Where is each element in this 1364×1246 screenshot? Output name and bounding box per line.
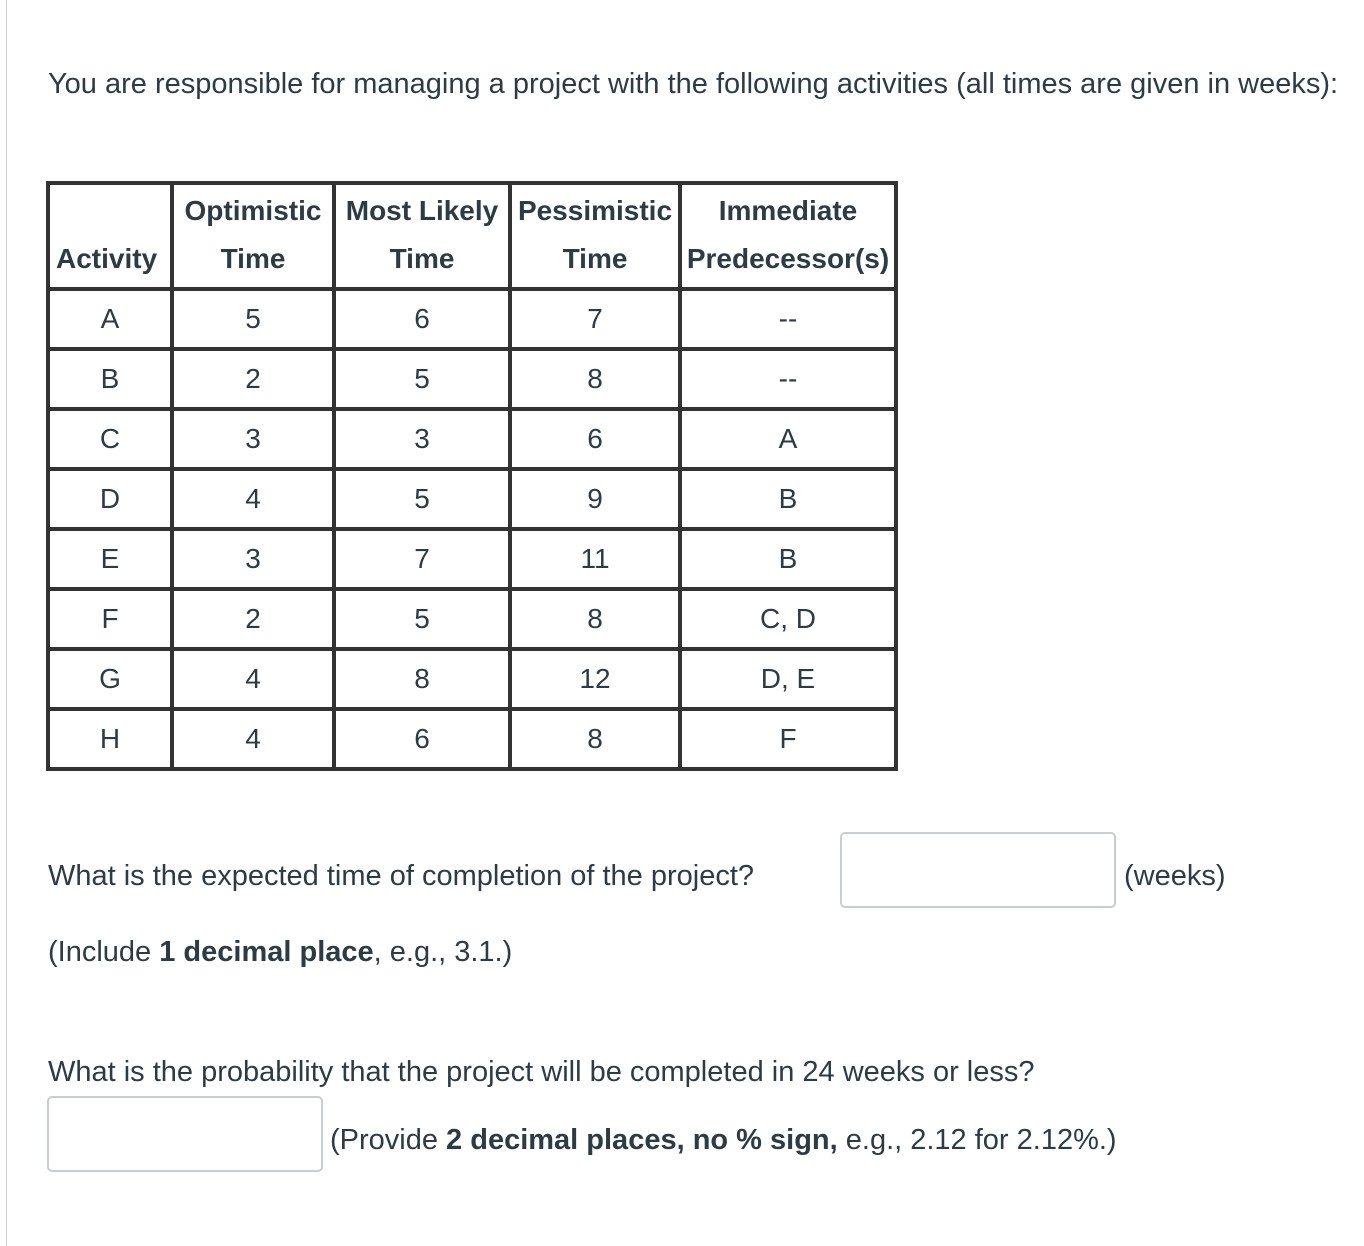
cell-pessimistic: 6 — [510, 409, 680, 469]
header-most-likely-time: Most Likely Time — [334, 183, 510, 289]
cell-pessimistic: 9 — [510, 469, 680, 529]
table-row — [48, 469, 896, 529]
cell-pessimistic: 12 — [510, 649, 680, 709]
question-1-text: What is the expected time of completion of the project? — [48, 860, 755, 892]
cell-pessimistic: 8 — [510, 709, 680, 769]
cell-most-likely: 6 — [334, 709, 510, 769]
cell-activity: C — [48, 409, 172, 469]
table-row — [48, 709, 896, 769]
cell-pessimistic: 7 — [510, 289, 680, 349]
cell-most-likely: 6 — [334, 289, 510, 349]
cell-predecessors: F — [680, 709, 896, 769]
question-2-hint: (Provide 2 decimal places, no % sign, e.g., 2.12 for 2.12%.) — [330, 1124, 1117, 1156]
problem-intro: You are responsible for managing a project with the following activities (all times are given in weeks): — [48, 68, 1339, 100]
probability-answer-input[interactable] — [47, 1096, 323, 1172]
cell-activity: A — [48, 289, 172, 349]
cell-predecessors: -- — [680, 349, 896, 409]
cell-predecessors: -- — [680, 289, 896, 349]
cell-activity: B — [48, 349, 172, 409]
cell-activity: D — [48, 469, 172, 529]
cell-activity: H — [48, 709, 172, 769]
cell-most-likely: 5 — [334, 589, 510, 649]
header-activity: Activity — [48, 183, 172, 289]
table-row — [48, 529, 896, 589]
cell-predecessors: B — [680, 469, 896, 529]
table-row — [48, 349, 896, 409]
table-row — [48, 409, 896, 469]
question-2-text: What is the probability that the project will be completed in 24 weeks or less? — [48, 1056, 1035, 1088]
table-row — [48, 289, 896, 349]
cell-pessimistic: 11 — [510, 529, 680, 589]
cell-optimistic: 2 — [172, 349, 334, 409]
cell-optimistic: 4 — [172, 649, 334, 709]
cell-most-likely: 5 — [334, 469, 510, 529]
cell-optimistic: 2 — [172, 589, 334, 649]
cell-optimistic: 4 — [172, 469, 334, 529]
cell-activity: E — [48, 529, 172, 589]
cell-pessimistic: 8 — [510, 349, 680, 409]
cell-predecessors: D, E — [680, 649, 896, 709]
table-row — [48, 589, 896, 649]
cell-optimistic: 4 — [172, 709, 334, 769]
table-row — [48, 649, 896, 709]
header-optimistic-time: Optimistic Time — [172, 183, 334, 289]
cell-pessimistic: 8 — [510, 589, 680, 649]
cell-optimistic: 5 — [172, 289, 334, 349]
cell-predecessors: A — [680, 409, 896, 469]
table-header-row — [48, 183, 896, 289]
left-border-rule — [6, 0, 7, 1246]
cell-most-likely: 3 — [334, 409, 510, 469]
cell-most-likely: 7 — [334, 529, 510, 589]
header-immediate-predecessors: Immediate Predecessor(s) — [680, 183, 896, 289]
cell-most-likely: 5 — [334, 349, 510, 409]
cell-optimistic: 3 — [172, 409, 334, 469]
cell-most-likely: 8 — [334, 649, 510, 709]
unit-label-weeks: (weeks) — [1124, 860, 1226, 892]
cell-predecessors: B — [680, 529, 896, 589]
header-pessimistic-time: Pessimistic Time — [510, 183, 680, 289]
cell-activity: F — [48, 589, 172, 649]
cell-optimistic: 3 — [172, 529, 334, 589]
expected-time-answer-input[interactable] — [840, 832, 1116, 908]
question-1-hint: (Include 1 decimal place, e.g., 3.1.) — [48, 936, 513, 968]
cell-activity: G — [48, 649, 172, 709]
cell-predecessors: C, D — [680, 589, 896, 649]
activity-table — [46, 181, 898, 771]
